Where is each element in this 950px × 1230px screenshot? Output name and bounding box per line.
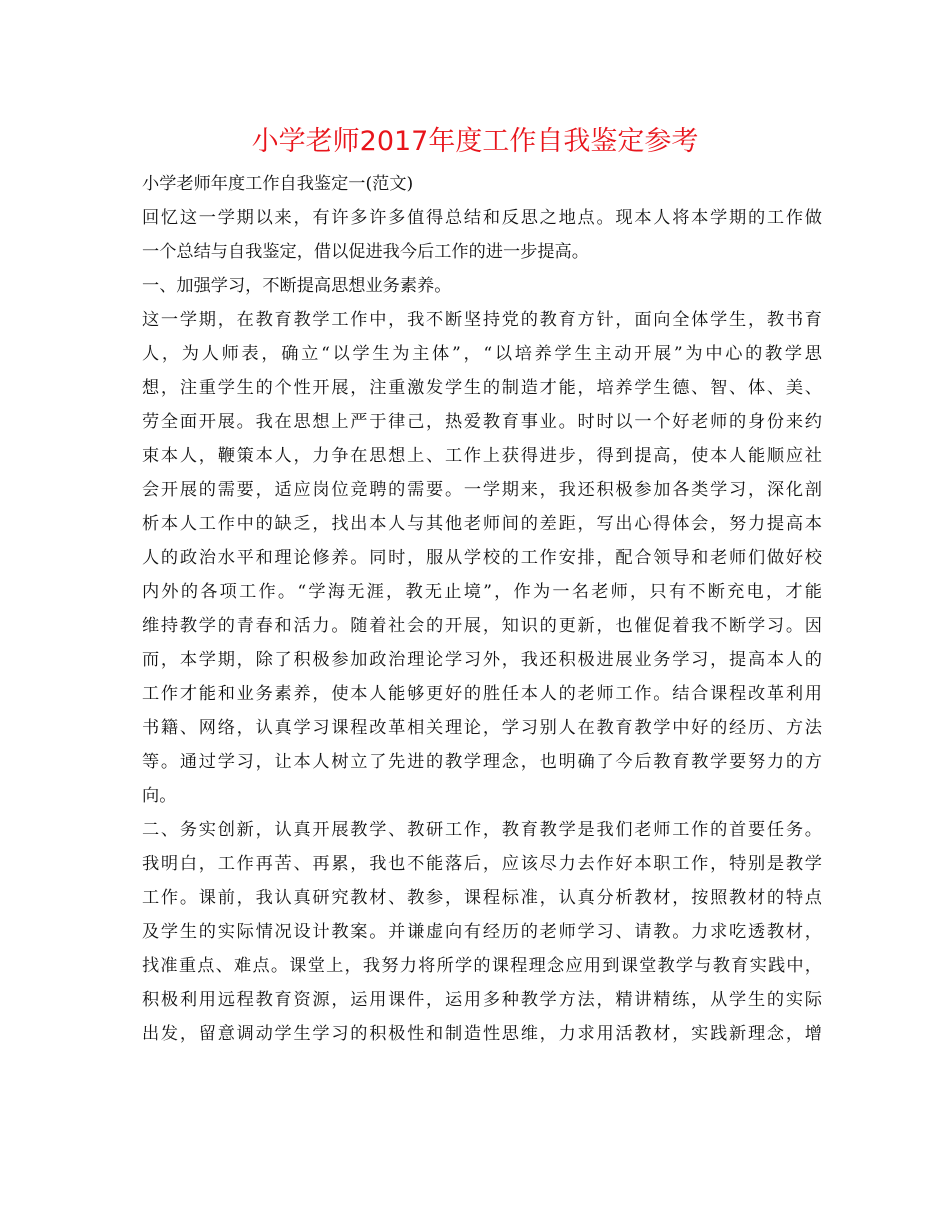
document-title: 小学老师2017年度工作自我鉴定参考: [251, 126, 699, 157]
text-line: 向。: [142, 786, 177, 806]
text-line: 出发，留意调动学生学习的积极性和制造性思维，力求用活教材，实践新理念，增: [142, 1024, 822, 1044]
text-line: 想，注重学生的个性开展，注重激发学生的制造才能，培养学生德、智、体、美、: [142, 378, 822, 398]
text-line: 一、加强学习，不断提高思想业务素养。: [142, 276, 452, 296]
text-line: 积极利用远程教育资源，运用课件，运用多种教学方法，精讲精练，从学生的实际: [142, 990, 822, 1010]
text-line: 人，为人师表，确立“以学生为主体”，“以培养学生主动开展”为中心的教学思: [142, 344, 822, 364]
text-line: 一个总结与自我鉴定，借以促进我今后工作的进一步提高。: [142, 242, 589, 262]
text-line: 析本人工作中的缺乏，找出本人与其他老师间的差距，写出心得体会，努力提高本: [142, 514, 822, 534]
text-line: 会开展的需要，适应岗位竞聘的需要。一学期来，我还积极参加各类学习，深化剖: [142, 480, 822, 500]
text-line: 束本人，鞭策本人，力争在思想上、工作上获得进步，得到提高，使本人能顺应社: [142, 446, 822, 466]
text-line: 书籍、网络，认真学习课程改革相关理论，学习别人在教育教学中好的经历、方法: [142, 718, 822, 738]
text-line: 这一学期，在教育教学工作中，我不断坚持党的教育方针，面向全体学生，教书育: [142, 310, 822, 330]
text-line: 工作才能和业务素养，使本人能够更好的胜任本人的老师工作。结合课程改革利用: [142, 684, 822, 704]
text-line: 我明白，工作再苦、再累，我也不能落后，应该尽力去作好本职工作，特别是教学: [142, 854, 822, 874]
text-line: 回忆这一学期以来，有许多许多值得总结和反思之地点。现本人将本学期的工作做: [142, 208, 822, 228]
text-line: 及学生的实际情况设计教案。并谦虚向有经历的老师学习、请教。力求吃透教材，: [142, 922, 822, 942]
text-line: 找准重点、难点。课堂上，我努力将所学的课程理念应用到课堂教学与教育实践中，: [142, 956, 822, 976]
text-line: 内外的各项工作。“学海无涯，教无止境”，作为一名老师，只有不断充电，才能: [142, 582, 822, 602]
text-line: 等。通过学习，让本人树立了先进的教学理念，也明确了今后教育教学要努力的方: [142, 752, 822, 772]
text-line: 小学老师年度工作自我鉴定一(范文): [142, 174, 414, 194]
text-line: 而，本学期，除了积极参加政治理论学习外，我还积极进展业务学习，提高本人的: [142, 650, 822, 670]
text-line: 二、务实创新，认真开展教学、教研工作，教育教学是我们老师工作的首要任务。: [142, 820, 822, 840]
text-line: 人的政治水平和理论修养。同时，服从学校的工作安排，配合领导和老师们做好校: [142, 548, 822, 568]
text-line: 劳全面开展。我在思想上严于律己，热爱教育事业。时时以一个好老师的身份来约: [142, 412, 822, 432]
text-line: 工作。课前，我认真研究教材、教参，课程标准，认真分析教材，按照教材的特点: [142, 888, 822, 908]
text-line: 维持教学的青春和活力。随着社会的开展，知识的更新，也催促着我不断学习。因: [142, 616, 822, 636]
